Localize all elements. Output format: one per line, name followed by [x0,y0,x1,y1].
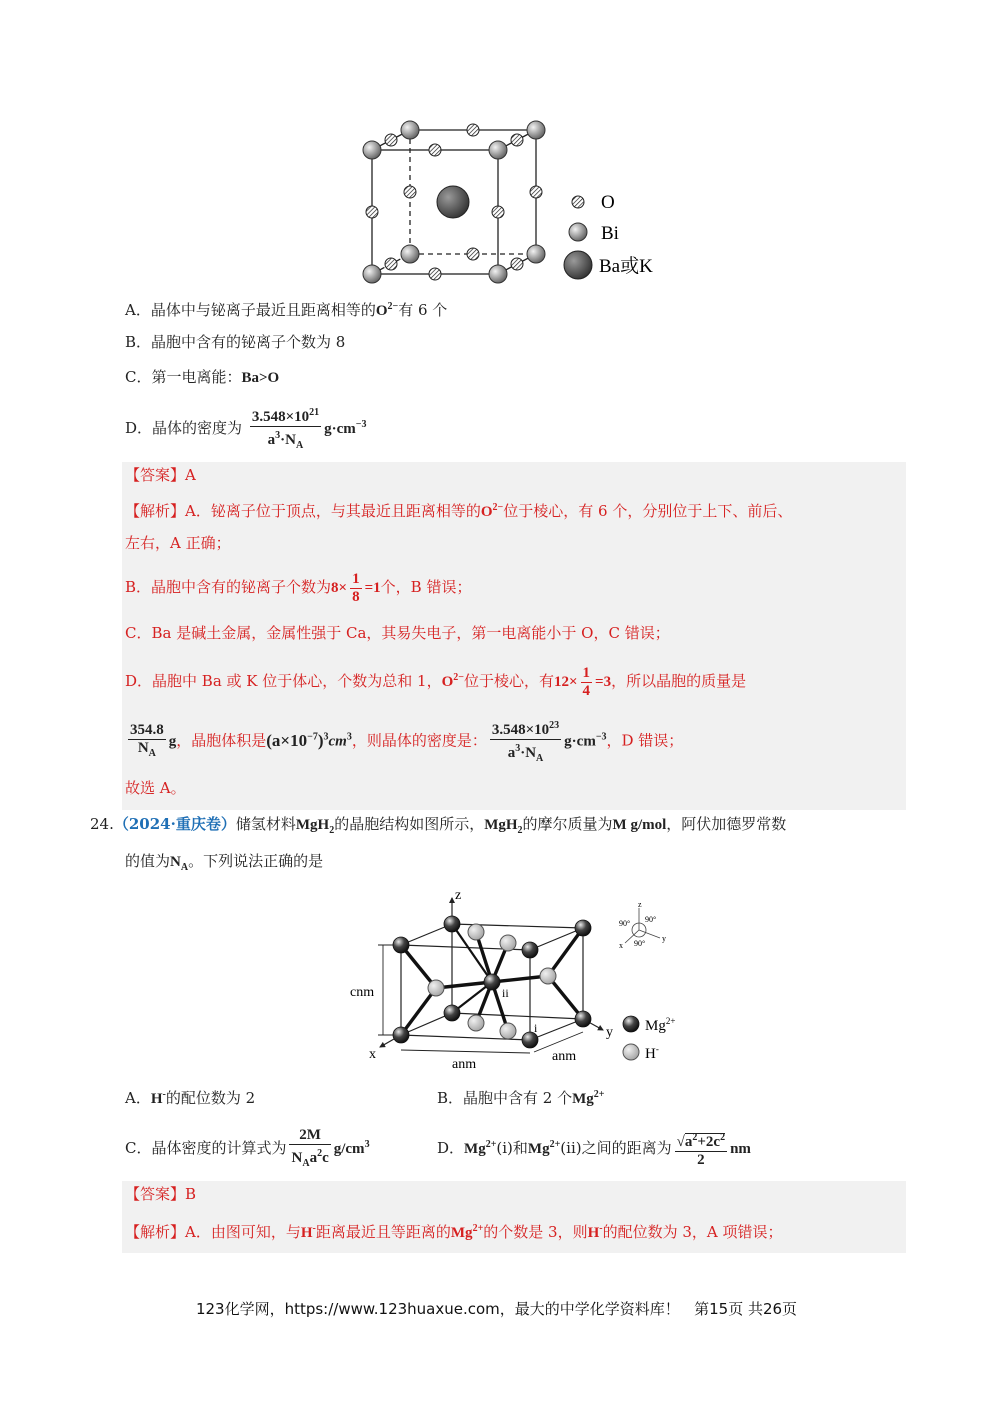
q23-analysis-d1: D．晶胞中 Ba 或 K 位于体心，个数为总和 1，$O^{2-}$位于棱心，有12× $\frac{1}{4}$ =3，所以晶胞的质量是 [125,664,747,699]
crystal-structure-figure-1 [355,112,685,288]
q24-option-d: D．$Mg^{2+}(i)$和$Mg^{2+}(ii)$之间的距离为 $\frac{√a^2+2c^2}{2}$ nm [437,1120,751,1174]
q23-conclusion: 故选 A。 [125,779,186,797]
q23-option-a: A．晶体中与铋离子最近且距离相等的$O^{2-}$有 6 个 [125,301,448,319]
q23-analysis-c: C．Ba 是碱土金属，金属性强于 Ca，其易失电子，第一电离能小于 O，C 错误； [125,624,670,642]
svg-text:y: y [606,1025,613,1040]
svg-text:90°: 90° [619,919,631,928]
legend-barium: Ba或K [599,256,653,277]
q24-stem-line1: 24.（2024·重庆卷）储氢材料MgH$_2$的晶胞结构如图所示，MgH$_2$的摩尔质量为M g/mol，阿伏加德罗常数 [90,815,787,836]
svg-text:z: z [455,888,462,903]
q23-option-c: C．第一电离能：Ba>O [125,368,280,386]
legend-bismuth: Bi [601,223,619,244]
q23-option-b: B．晶胞中含有的铋离子个数为 8 [125,333,346,351]
svg-text:z: z [638,900,642,909]
svg-text:90°: 90° [634,939,646,948]
q23-option-d: D．晶体的密度为 $\frac{3.548\times 10^{21}}{a^3\cdot N_A}$ $g\cdot cm^{-3}$ [125,402,366,454]
barium-atom [437,186,469,218]
footer-page: 第15页 共26页 [694,1300,798,1318]
svg-text:H-: H- [645,1044,659,1062]
q23-analysis-b: B．晶胞中含有的铋离子个数为8× $\frac{1}{8}$ =1个，B 错误； [125,570,472,605]
page-footer [0,1298,993,1319]
svg-text:y: y [662,934,666,943]
footer-site: 123化学网，https://www.123huaxue.com，最大的中学化学资料库！ [195,1300,680,1318]
svg-text:90°: 90° [645,915,657,924]
q24-option-c: C．晶体密度的计算式为 $\frac{2M}{N_Aa^2c}$ $g/cm^3$ [125,1126,370,1169]
q23-analysis-d2: $\frac{354.8}{N_A}$ g，晶胞体积是$(a\times 10^{-7})^3cm^3$，则晶体的密度是： $\frac{3.548\times 10^{23}}{a^3\cdot N_A}$ $g\cdot cm^{-3}$，D 错误； [125,714,683,767]
svg-text:x: x [369,1047,376,1062]
q23-answer: 【答案】A [125,466,196,484]
svg-text:anm: anm [552,1049,577,1064]
crystal-structure-figure-2 [345,882,690,1074]
svg-text:Mg2+: $Mg^{2+}$ [645,1016,676,1034]
q24-answer: 【答案】B [125,1185,197,1203]
svg-text:ii: ii [502,986,509,1000]
q23-analysis-a: 【解析】A．铋离子位于顶点，与其最近且距离相等的$O^{2-}$位于棱心，有 6 个，分别位于上下、前后、 [125,502,793,520]
q24-option-a: A．H-的配位数为 2 [125,1089,256,1107]
legend-oxygen: O [601,192,615,213]
q24-stem-line2: 的值为$N_A$。下列说法正确的是 [125,852,324,873]
svg-text:x: x [619,941,623,950]
q24-analysis-a: 【解析】A．由图可知，与H-距离最近且等距离的$Mg^{2+}$的个数是 3，则H-的配位数为 3，A 项错误； [125,1223,783,1241]
q23-analysis-a2: 左右，A 正确； [125,534,231,552]
svg-text:i: i [534,1021,538,1035]
svg-text:anm: anm [452,1057,477,1072]
q24-option-b: B．晶胞中含有 2 个$Mg^{2+}$ [437,1089,605,1107]
svg-text:cnm: cnm [350,985,375,1000]
